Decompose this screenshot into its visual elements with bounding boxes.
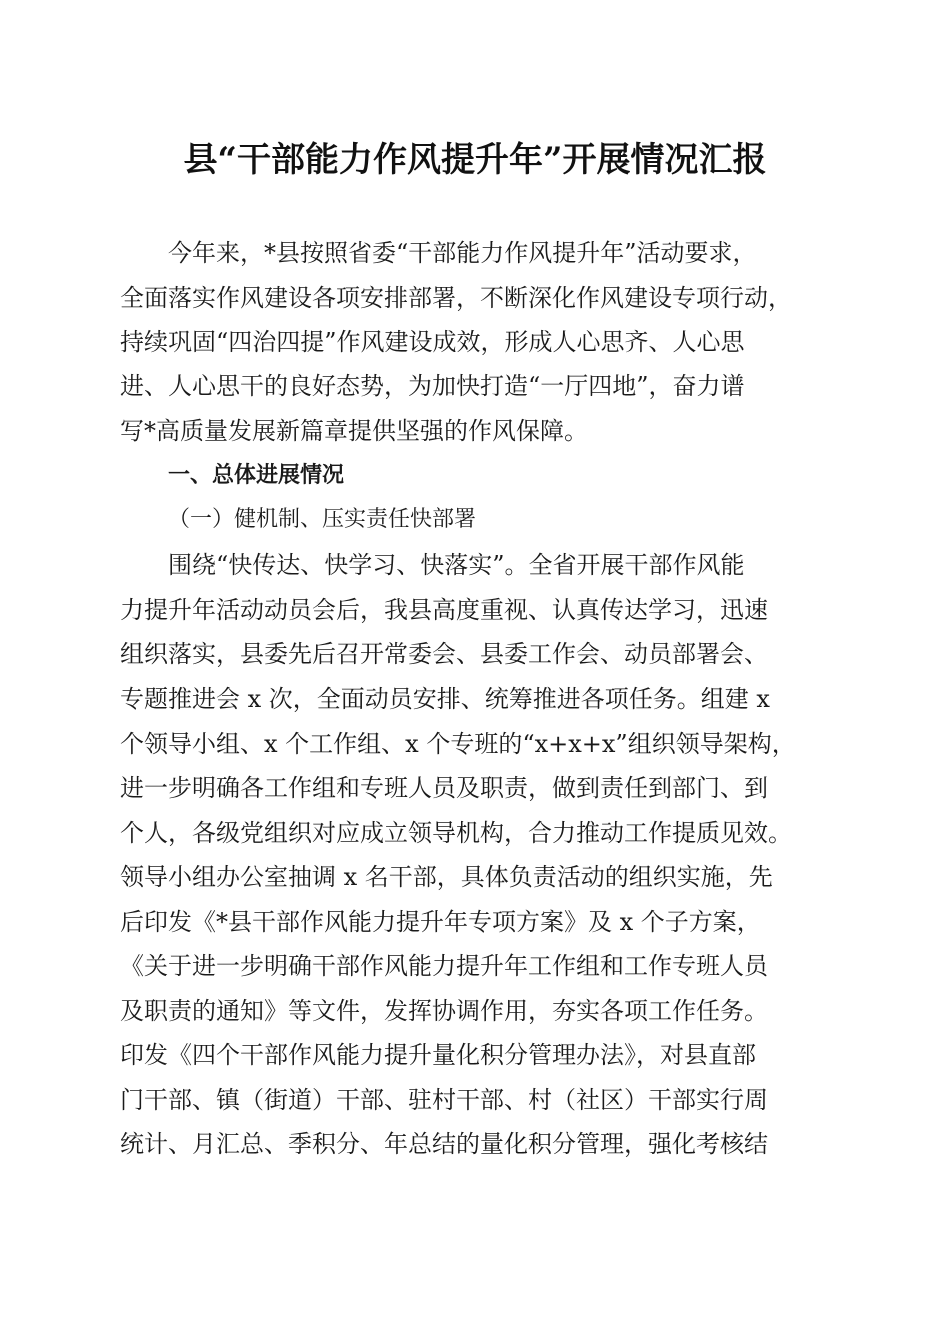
body-line: 组织落实，县委先后召开常委会、县委工作会、动员部署会、 [120,640,768,668]
intro-line: 今年来，*县按照省委“干部能力作风提升年”活动要求， [168,239,757,267]
body-line: 专题推进会 x 次，全面动员安排、统筹推进各项任务。组建 x [120,685,770,713]
intro-line: 全面落实作风建设各项安排部署，不断深化作风建设专项行动， [120,284,792,312]
body-line: 门干部、镇（街道）干部、驻村干部、村（社区）干部实行周 [120,1086,768,1114]
intro-line: 进、人心思干的良好态势，为加快打造“一厅四地”，奋力谱 [120,372,745,400]
body-line: 个领导小组、x 个工作组、x 个专班的“x+x+x”组织领导架构， [120,730,796,758]
intro-line: 写*高质量发展新篇章提供坚强的作风保障。 [120,417,588,445]
section-heading: 一、总体进展情况 [168,463,345,488]
body-line: 印发《四个干部作风能力提升量化积分管理办法》，对县直部 [120,1041,756,1069]
subsection-heading: （一）健机制、压实责任快部署 [168,507,477,532]
body-line: 《关于进一步明确干部作风能力提升年工作组和工作专班人员 [120,952,768,980]
body-line: 统计、月汇总、季积分、年总结的量化积分管理，强化考核结 [120,1130,768,1158]
intro-line: 持续巩固“四治四提”作风建设成效，形成人心思齐、人心思 [120,328,745,356]
body-line: 及职责的通知》等文件，发挥协调作用，夯实各项工作任务。 [120,997,768,1025]
body-line: 围绕“快传达、快学习、快落实”。全省开展干部作风能 [168,551,745,579]
body-line: 进一步明确各工作组和专班人员及职责，做到责任到部门、到 [120,774,768,802]
body-line: 领导小组办公室抽调 x 名干部，具体负责活动的组织实施，先 [120,863,773,891]
document-title: 县“干部能力作风提升年”开展情况汇报 [183,140,767,180]
body-line: 力提升年活动动员会后，我县高度重视、认真传达学习，迅速 [120,596,768,624]
body-line: 个人，各级党组织对应成立领导机构，合力推动工作提质见效。 [120,819,792,847]
body-line: 后印发《*县干部作风能力提升年专项方案》及 x 个子方案， [120,908,761,936]
